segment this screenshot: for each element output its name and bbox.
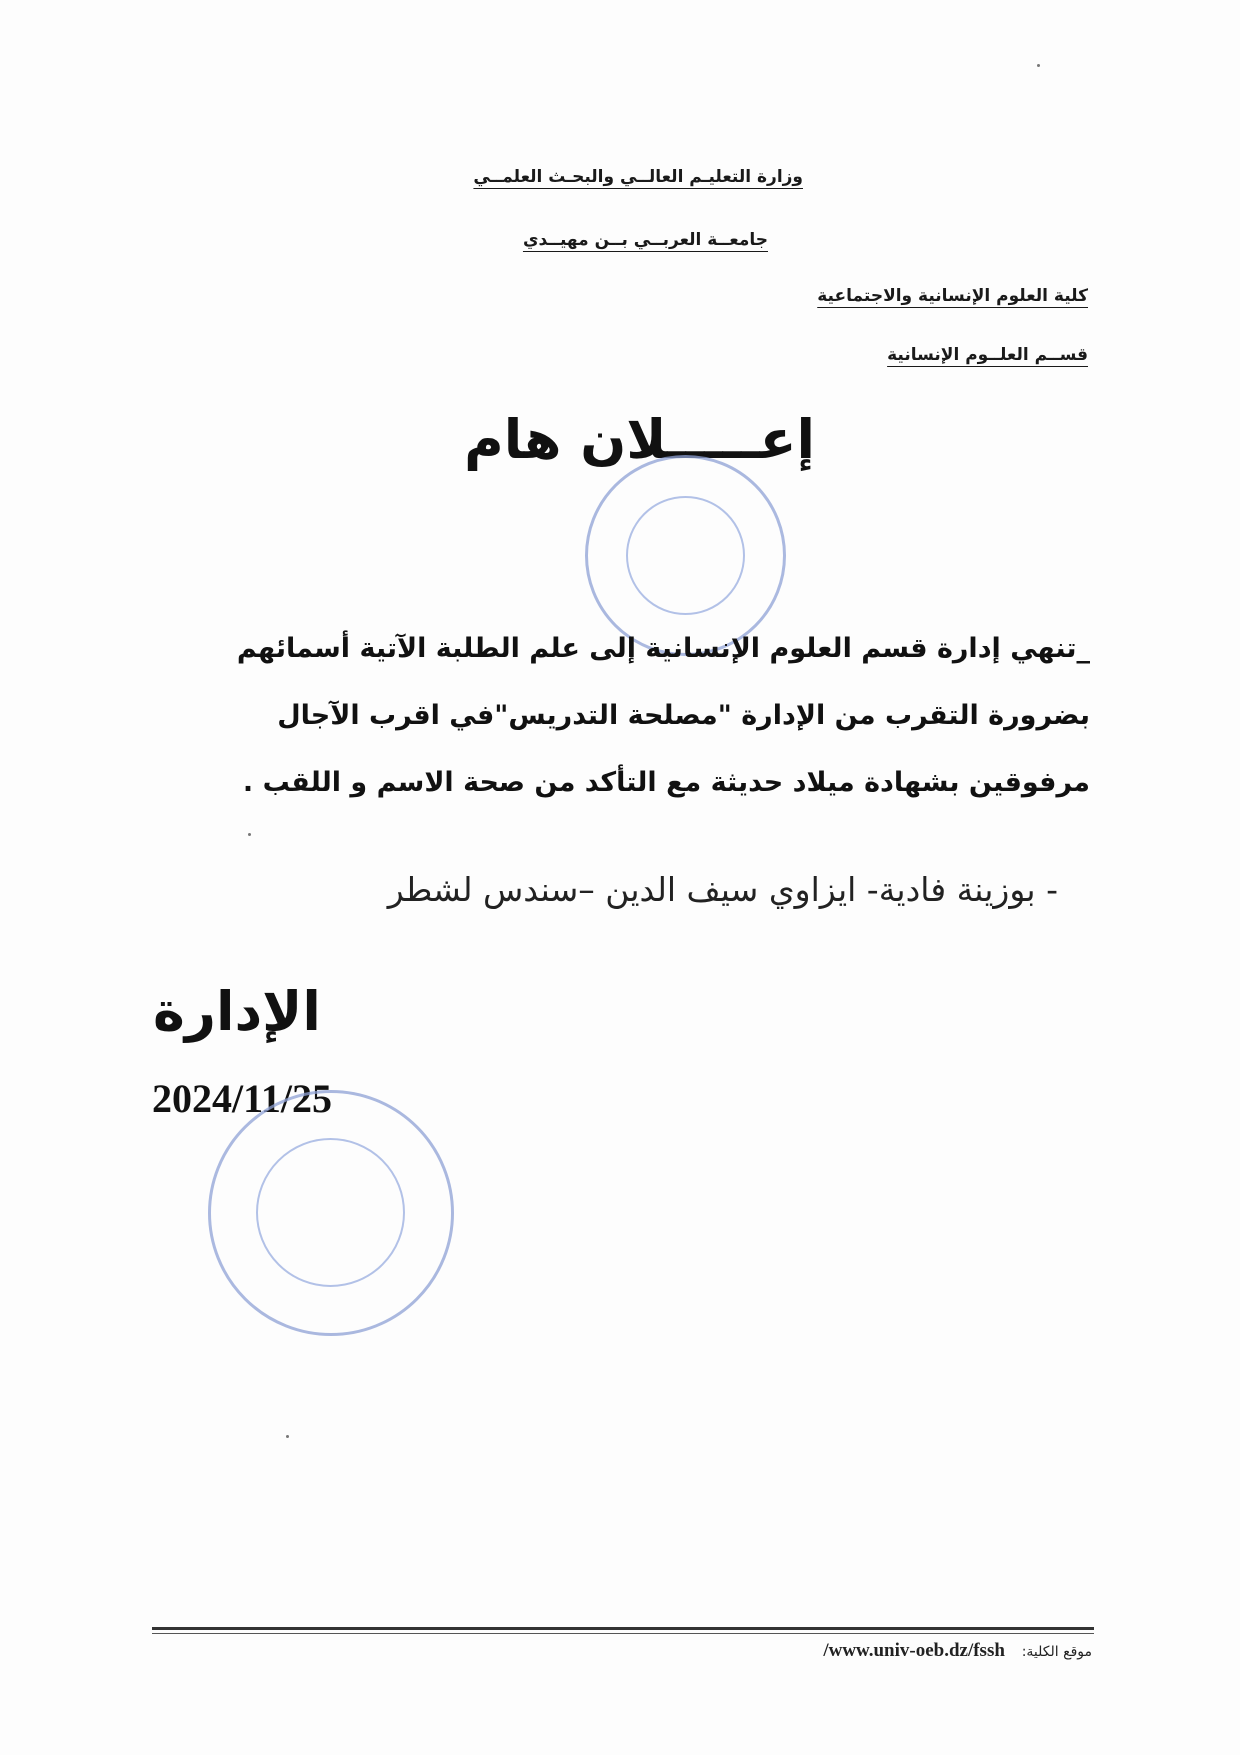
signature-administration: الإدارة bbox=[153, 980, 321, 1043]
body-line-2: بضرورة التقرب من الإدارة "مصلحة التدريس"في اقرب الآجال bbox=[277, 700, 1090, 731]
stamp-inner-ring bbox=[626, 496, 745, 615]
announcement-title: إعـــــلان هام bbox=[464, 408, 815, 471]
footer-label: موقع الكلية: bbox=[1021, 1644, 1092, 1660]
faculty-website-link[interactable]: www.univ-oeb.dz/fssh/ bbox=[823, 1640, 1005, 1661]
footer bbox=[823, 1640, 1092, 1662]
student-names: - بوزينة فادية- ايزاوي سيف الدين –سندس لشطر bbox=[387, 870, 1058, 909]
announcement-date: 2024/11/25 bbox=[152, 1076, 333, 1121]
department-header: قســم العلــوم الإنسانية bbox=[887, 345, 1088, 365]
footer-rule-thin bbox=[152, 1633, 1094, 1634]
footer-rule-thick bbox=[152, 1627, 1094, 1630]
faculty-header: كلية العلوم الإنسانية والاجتماعية bbox=[817, 286, 1088, 306]
body-line-3: مرفوقين بشهادة ميلاد حديثة مع التأكد من صحة الاسم و اللقب . bbox=[242, 767, 1090, 798]
scan-speck bbox=[248, 833, 251, 836]
official-stamp-bottom bbox=[208, 1090, 454, 1336]
university-header: جامعــة العربــي بــن مهيــدي bbox=[522, 230, 768, 250]
scan-speck bbox=[286, 1435, 289, 1438]
official-stamp-top bbox=[585, 455, 786, 656]
body-line-1: _تنهي إدارة قسم العلوم الإنسانية إلى علم الطلبة الآتية أسمائهم bbox=[236, 633, 1090, 664]
stamp-inner-ring bbox=[256, 1138, 405, 1287]
scan-speck bbox=[1037, 64, 1040, 67]
ministry-header: وزارة التعليـم العالــي والبحـث العلمــي bbox=[473, 167, 803, 187]
